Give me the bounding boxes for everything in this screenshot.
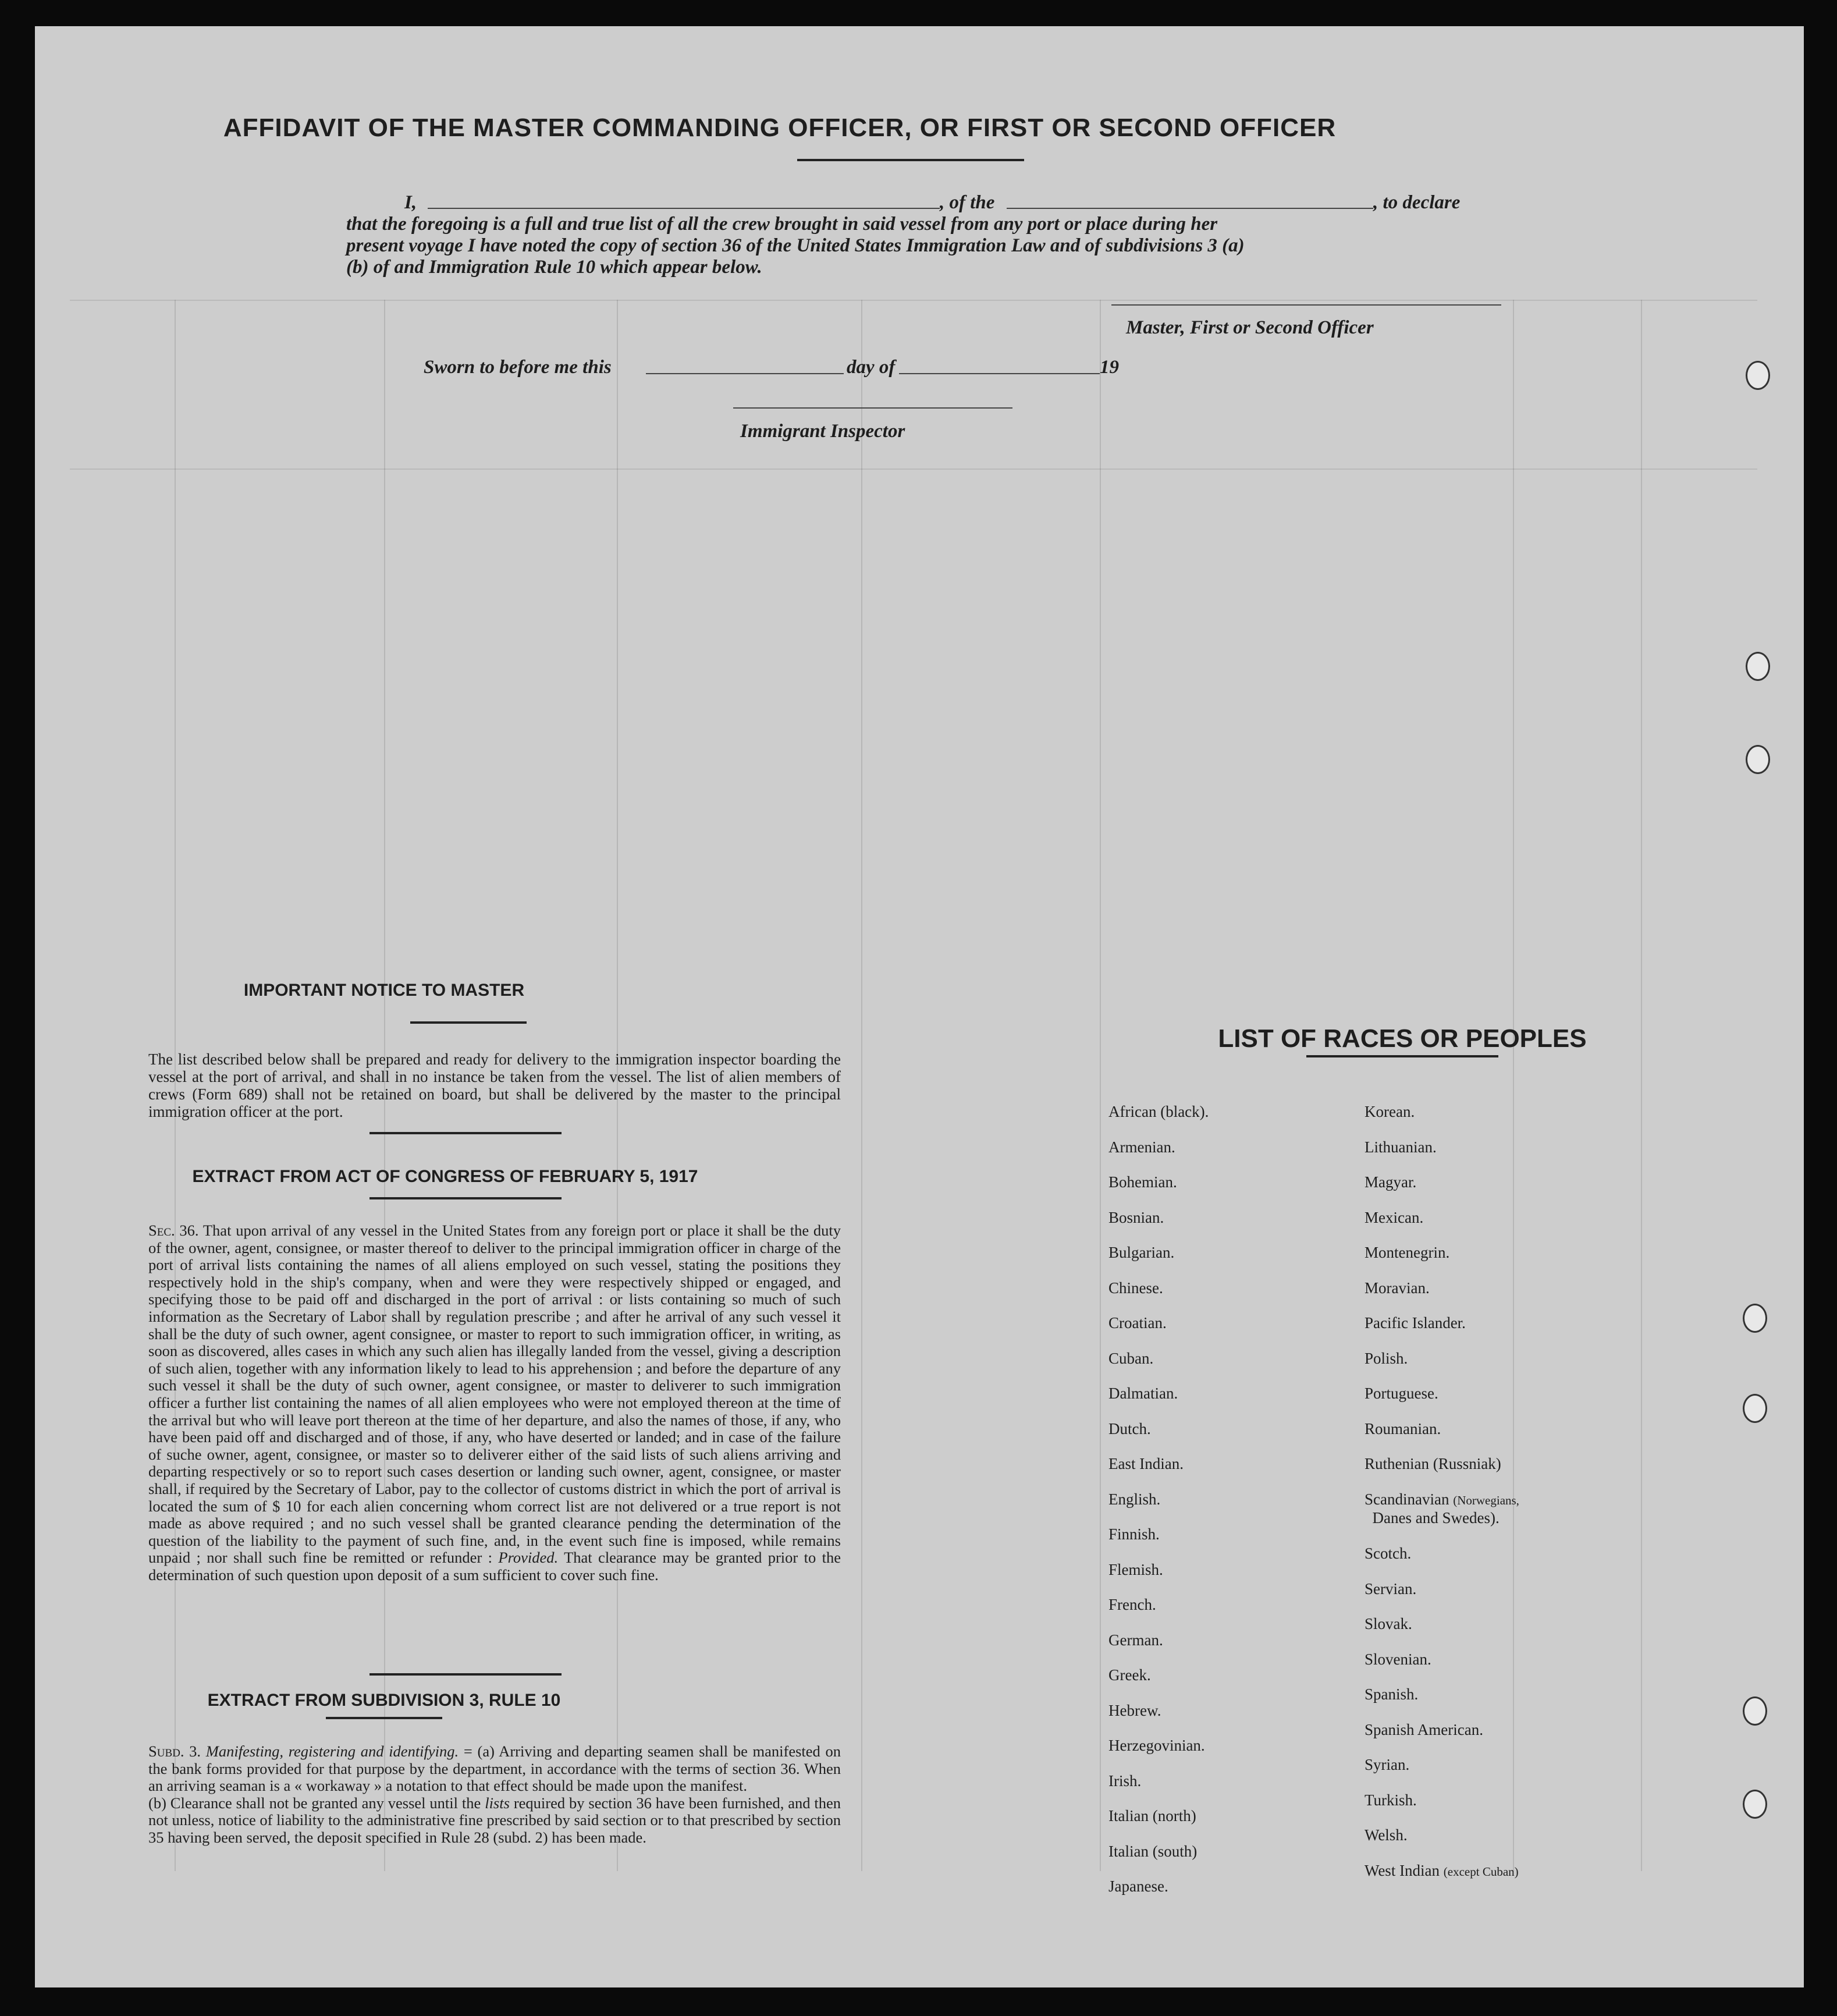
divider	[369, 1197, 562, 1199]
race-main: Scandinavian	[1365, 1490, 1449, 1508]
vessel-blank	[1007, 208, 1373, 209]
punch-hole	[1746, 652, 1770, 681]
race-item: Turkish.	[1365, 1791, 1417, 1809]
divider	[1306, 1055, 1498, 1057]
sworn-day-blank	[646, 373, 844, 374]
paragraph-b-rest: required by section 36 have been furnished, and then not unless, notice of liability to the administrative fine prescribed by said section or to that prescribed by section 35 having been served, the deposit specified in Rule 28 (subd. 2) has been made.	[148, 1794, 841, 1846]
year-label: 19	[1100, 357, 1119, 378]
month-blank	[899, 373, 1100, 374]
race-item: East Indian.	[1108, 1455, 1184, 1472]
race-item: German.	[1108, 1631, 1163, 1649]
race-item: Bosnian.	[1108, 1208, 1164, 1226]
affidavit-line-3: present voyage I have noted the copy of section 36 of the United States Immigration Law and of subdivisions 3 (a)	[346, 235, 1245, 256]
section-label: Sec. 36.	[148, 1222, 199, 1239]
signature-blank	[1111, 304, 1501, 306]
race-item: Magyar.	[1365, 1173, 1417, 1191]
race-item: Ruthenian (Russniak)	[1365, 1455, 1501, 1472]
race-item: Servian.	[1365, 1580, 1417, 1598]
punch-hole	[1743, 1304, 1767, 1333]
paragraph-a: = (a) Arriving and departing seamen shall be manifested on the bank forms provided for that purpose by the department, in accordance with the terms of section 36. When an arriving seaman is a « workaway » a notation to that effect should be made upon the manifest.	[148, 1742, 841, 1795]
race-item: Polish.	[1365, 1349, 1408, 1367]
inspector-label: Immigrant Inspector	[740, 421, 905, 442]
race-item: Moravian.	[1365, 1279, 1430, 1297]
punch-hole	[1743, 1394, 1767, 1423]
affidavit-title: AFFIDAVIT OF THE MASTER COMMANDING OFFICER, OR FIRST OR SECOND OFFICER	[223, 113, 1337, 142]
ghost-row-line	[70, 300, 1757, 301]
race-item: French.	[1108, 1596, 1156, 1613]
races-title: LIST OF RACES OR PEOPLES	[1218, 1024, 1587, 1053]
punch-hole	[1746, 745, 1770, 774]
race-item: Irish.	[1108, 1772, 1142, 1790]
affidavit-line-2: that the foregoing is a full and true list of all the crew brought in said vessel from any port or place during her	[346, 214, 1218, 235]
race-item: Portuguese.	[1365, 1385, 1438, 1402]
affidavit-declare-label: , to declare	[1373, 192, 1461, 213]
divider	[326, 1717, 442, 1719]
race-item: Italian (south)	[1108, 1842, 1198, 1860]
race-item: Hebrew.	[1108, 1701, 1161, 1719]
race-item: Chinese.	[1108, 1279, 1163, 1297]
race-item: English.	[1108, 1490, 1161, 1508]
master-label: Master, First or Second Officer	[1126, 317, 1374, 338]
section-text-end: That clearance may be granted prior to the determination of such question upon deposit of a sum sufficient to cover such fine.	[148, 1549, 841, 1584]
day-of-label: day of	[847, 357, 896, 378]
race-item: African (black).	[1108, 1103, 1209, 1120]
race-note: (except Cuban)	[1443, 1864, 1519, 1879]
section-36-body	[148, 1222, 841, 1584]
race-item	[1365, 1862, 1519, 1880]
race-item: Welsh.	[1365, 1826, 1408, 1844]
race-item: Slovenian.	[1365, 1650, 1431, 1668]
section-text: That upon arrival of any vessel in the United States from any foreign port or place it shall be the duty of the owner, agent, consignee, or master thereof to deliver to the principal immigration officer in charge of the port of arrival lists containing the names of all aliens employed on such vessel, stating the positions they respectively hold in the ship's company, when and were they were respectively shipped or engaged, and specifying those to be paid off and discharged in the port of arrival : or lists containing so much of such information as the Secretary of Labor shall by regulation prescribe ; and after he arrival of any such vessel it shall be the duty of such owner, agent consignee, or master to report to such immigration officer, in writing, as soon as discovered, alles cases in which any such alien has illegally landed from the vessel, giving a description of such alien, together with any information likely to lead to his apprehension ; and before the departure of any such vessel it shall be the duty of such owner, agent consignee, or master to deliverer to such immigration officer a further list containing the names of all alien employees who were not employed thereon at the time of the arrival but who will leave port thereon at the time of her departure, and also the names of those, if any, who have been paid off and discharged and of those, if any, who have deserted or landed; and in case of the failure of suche owner, agent, consignee, or master so to deliverer either of the said lists of such aliens arriving and departing respectively or so to report such cases desertion or landing such owner, agent, consignee, or master shall, if required by the Secretary of Labor, pay to the collector of customs district in which the port of arrival is located the sum of $ 10 for each alien concerning whom correct list are not delivered or a true report is not made as above required ; and no such vessel shall be granted clearance pending the determination of the question of the liability to the payment of such fine, and, in the event such fine is imposed, while remains unpaid ; nor shall such fine be remitted or refunder :	[148, 1222, 841, 1567]
affidavit-line-4: (b) of and Immigration Rule 10 which appear below.	[346, 257, 762, 278]
paragraph-b-start: (b) Clearance shall not be granted any vessel until the	[148, 1794, 481, 1812]
race-item: Pacific Islander.	[1365, 1314, 1466, 1332]
race-item: Bulgarian.	[1108, 1244, 1175, 1261]
inspector-signature-blank	[733, 407, 1012, 409]
race-item: Dutch.	[1108, 1419, 1151, 1438]
race-item: Spanish.	[1365, 1685, 1419, 1703]
race-item: Mexican.	[1365, 1208, 1424, 1226]
race-item: Bohemian.	[1108, 1173, 1177, 1191]
race-item	[1365, 1490, 1519, 1527]
race-item: Montenegrin.	[1365, 1244, 1450, 1261]
ghost-row-line	[70, 468, 1757, 470]
provided-word: Provided.	[498, 1549, 559, 1567]
sworn-label: Sworn to before me this	[424, 357, 612, 378]
race-note-line2: Danes and Swedes).	[1372, 1509, 1500, 1527]
ghost-column-line	[861, 300, 862, 1871]
notice-body: The list described below shall be prepared and ready for delivery to the immigration inspector boarding the vessel at the port of arrival, and shall in no instance be taken from the vessel. The list of alien members of crews (Form 689) shall not be retained on board, but shall be delivered by the master to the principal immigration officer at the port.	[148, 1050, 841, 1120]
subdivision-heading: Manifesting, registering and identifying.	[205, 1742, 459, 1760]
race-item: Croatian.	[1108, 1314, 1167, 1332]
race-item: Syrian.	[1365, 1756, 1410, 1774]
divider	[797, 159, 1024, 161]
document-page	[35, 26, 1804, 1987]
race-item: Lithuanian.	[1365, 1138, 1437, 1156]
punch-hole	[1746, 361, 1770, 390]
affidavit-i-label: I,	[404, 192, 417, 213]
ghost-column-line	[1641, 300, 1642, 1871]
affidavit-of-the-label: , of the	[940, 192, 995, 213]
race-item: Italian (north)	[1108, 1807, 1196, 1825]
race-item: Dalmatian.	[1108, 1385, 1178, 1402]
divider	[369, 1673, 562, 1676]
race-note: (Norwegians,	[1453, 1493, 1519, 1507]
subdivision-label: Subd. 3.	[148, 1742, 201, 1760]
race-item: Herzegovinian.	[1108, 1737, 1205, 1754]
race-main: West Indian	[1365, 1861, 1440, 1879]
race-item: Japanese.	[1108, 1877, 1168, 1895]
extract-subdivision-title: EXTRACT FROM SUBDIVISION 3, RULE 10	[207, 1691, 561, 1710]
race-item: Slovak.	[1365, 1615, 1412, 1633]
divider	[369, 1132, 562, 1134]
ghost-column-line	[1513, 300, 1514, 1871]
ghost-column-line	[1100, 300, 1101, 1871]
race-item: Cuban.	[1108, 1349, 1154, 1367]
subdivision-body	[148, 1743, 841, 1847]
punch-hole	[1743, 1696, 1767, 1726]
race-item: Scotch.	[1365, 1545, 1412, 1563]
punch-hole	[1743, 1790, 1767, 1819]
notice-title: IMPORTANT NOTICE TO MASTER	[243, 981, 525, 1000]
race-item: Korean.	[1365, 1103, 1415, 1120]
race-item: Spanish American.	[1365, 1720, 1483, 1738]
race-item: Flemish.	[1108, 1560, 1163, 1578]
race-item: Finnish.	[1108, 1525, 1160, 1543]
extract-act-title: EXTRACT FROM ACT OF CONGRESS OF FEBRUARY 5, 1917	[192, 1167, 698, 1186]
divider	[410, 1021, 527, 1024]
race-item: Roumanian.	[1365, 1419, 1441, 1438]
race-item: Greek.	[1108, 1666, 1151, 1684]
lists-word: lists	[485, 1794, 510, 1812]
name-blank	[428, 208, 940, 209]
race-item: Armenian.	[1108, 1138, 1175, 1156]
